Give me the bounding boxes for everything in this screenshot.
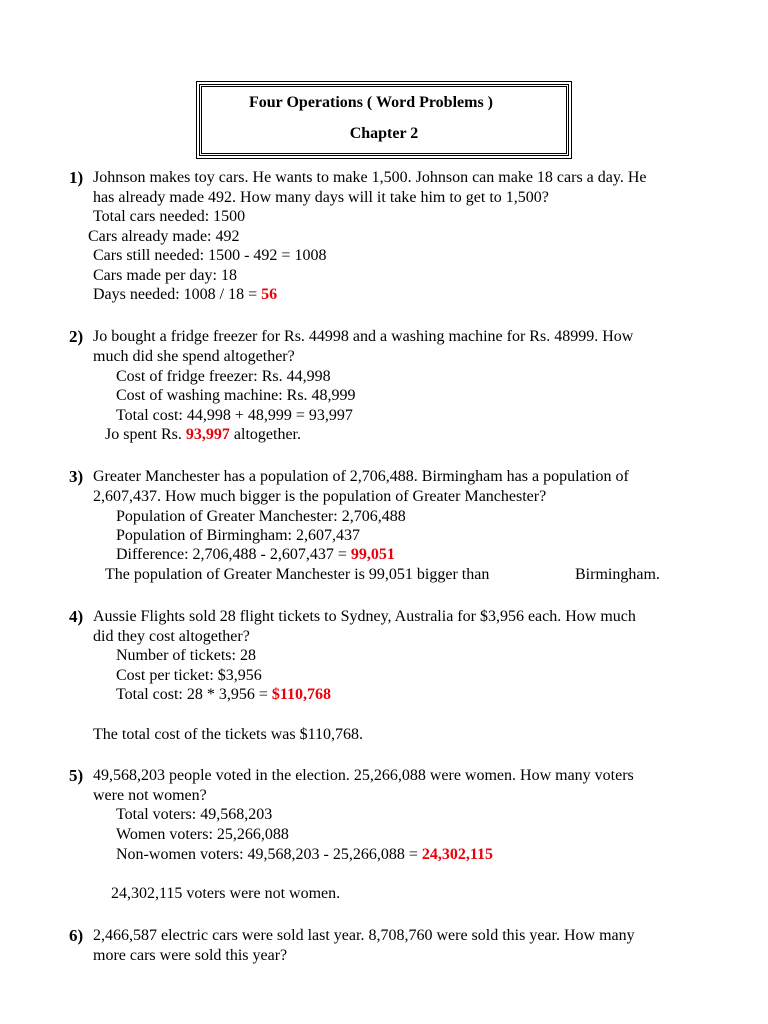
problem-1-number: 1) bbox=[69, 168, 84, 187]
problem-2-answer: 93,997 bbox=[185, 426, 230, 443]
problem-4-answer: $110,768 bbox=[271, 686, 332, 703]
problem-3-work-3: Difference: 2,706,488 - 2,607,437 = 99,051 bbox=[116, 546, 395, 563]
document-title: Four Operations ( Word Problems ) bbox=[249, 94, 493, 111]
problem-3-answer: 99,051 bbox=[350, 546, 395, 563]
problem-1-answer: 56 bbox=[261, 286, 278, 303]
problem-3-question-line-2: 2,607,437. How much bigger is the population of Greater Manchester? bbox=[93, 488, 547, 505]
problem-1-work-2: Cars already made: 492 bbox=[88, 228, 240, 245]
chapter-label: Chapter 2 bbox=[349, 125, 419, 142]
problem-2-conclusion: Jo spent Rs. 93,997 altogether. bbox=[105, 426, 301, 443]
problem-5-number: 5) bbox=[69, 766, 84, 785]
problem-3-conclusion-a: The population of Greater Manchester is 99,051 bigger than bbox=[105, 566, 490, 583]
problem-6-question-line-1: 2,466,587 electric cars were sold last year. 8,708,760 were sold this year. How many bbox=[93, 927, 635, 944]
problem-5-work-2: Women voters: 25,266,088 bbox=[116, 826, 289, 843]
problem-5-question-line-2: were not women? bbox=[93, 787, 207, 804]
problem-4-work-2: Cost per ticket: $3,956 bbox=[116, 667, 262, 684]
title-box bbox=[199, 84, 569, 156]
problem-1-question-line-2: has already made 492. How many days will it take him to get to 1,500? bbox=[93, 189, 549, 206]
problem-3-work-1: Population of Greater Manchester: 2,706,488 bbox=[116, 508, 406, 525]
problem-5-work-1: Total voters: 49,568,203 bbox=[116, 806, 273, 823]
problem-3-conclusion-b: Birmingham. bbox=[575, 566, 660, 583]
problem-1-work-4: Cars made per day: 18 bbox=[93, 267, 237, 284]
problem-4-work-3: Total cost: 28 * 3,956 = $110,768 bbox=[116, 686, 332, 703]
problem-1-work-1: Total cars needed: 1500 bbox=[93, 208, 246, 225]
problem-5-conclusion: 24,302,115 voters were not women. bbox=[111, 885, 341, 902]
problem-5-question-line-1: 49,568,203 people voted in the election. 25,266,088 were women. How many voters bbox=[93, 767, 634, 784]
problem-4-question-line-2: did they cost altogether? bbox=[93, 628, 250, 645]
problem-5-work-3: Non-women voters: 49,568,203 - 25,266,088 = 24,302,115 bbox=[116, 846, 494, 863]
problem-2-number: 2) bbox=[69, 327, 84, 346]
problem-2-work-1: Cost of fridge freezer: Rs. 44,998 bbox=[116, 368, 331, 385]
problem-4-conclusion: The total cost of the tickets was $110,768. bbox=[93, 726, 364, 743]
problem-6-question-line-2: more cars were sold this year? bbox=[93, 947, 288, 964]
problem-2-work-2: Cost of washing machine: Rs. 48,999 bbox=[116, 387, 356, 404]
problem-1-work-3: Cars still needed: 1500 - 492 = 1008 bbox=[93, 247, 327, 264]
problem-2-question-line-2: much did she spend altogether? bbox=[93, 348, 295, 365]
problem-3-question-line-1: Greater Manchester has a population of 2,706,488. Birmingham has a population of bbox=[93, 468, 629, 485]
problem-6-number: 6) bbox=[69, 926, 84, 945]
problem-4-work-1: Number of tickets: 28 bbox=[116, 647, 256, 664]
problem-5-answer: 24,302,115 bbox=[421, 846, 494, 863]
problem-2-question-line-1: Jo bought a fridge freezer for Rs. 44998 and a washing machine for Rs. 48999. How bbox=[93, 328, 634, 345]
problem-3-number: 3) bbox=[69, 467, 84, 486]
problem-4-number: 4) bbox=[69, 607, 84, 626]
problem-1-question-line-1: Johnson makes toy cars. He wants to make 1,500. Johnson can make 18 cars a day. He bbox=[93, 169, 647, 186]
problem-3-work-2: Population of Birmingham: 2,607,437 bbox=[116, 527, 360, 544]
problem-1-work-5: Days needed: 1008 / 18 = 56 bbox=[93, 286, 278, 303]
problem-2-work-3: Total cost: 44,998 + 48,999 = 93,997 bbox=[116, 407, 353, 424]
problem-4-question-line-1: Aussie Flights sold 28 flight tickets to Sydney, Australia for $3,956 each. How much bbox=[93, 608, 636, 625]
